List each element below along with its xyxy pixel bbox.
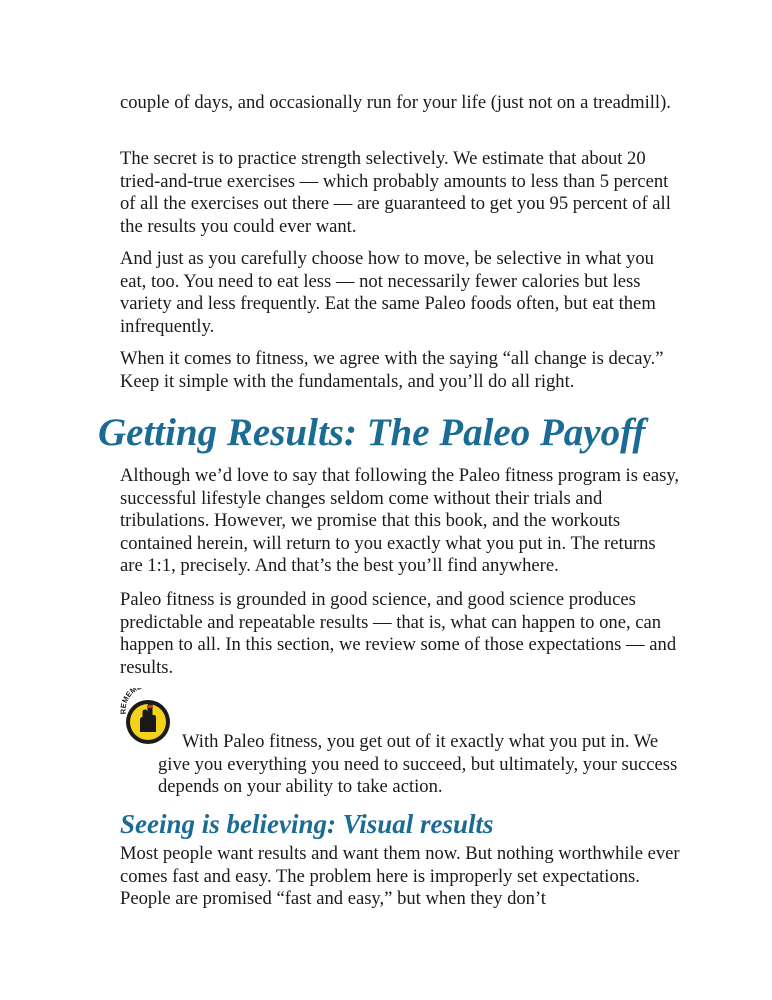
paragraph-strength: The secret is to practice strength selectively. We estimate that about 20 tried-and-true exercises — which probably amounts to less than 5 percent of all the exercises out there — are guaranteed to get you 95 percent of all the results you could ever want. [120,148,671,237]
subsection-heading: Seeing is believing: Visual results [120,809,494,839]
remember-note [158,731,678,799]
paragraph-expectations: Most people want results and want them now. But nothing worthwhile ever comes fast and easy. The problem here is improperly set expectations. People are promised “fast and easy,” but when they don’t [120,843,680,910]
remember-note-text: With Paleo fitness, you get out of it exactly what you put in. We give you everything you need to succeed, but ultimately, your success depends on your ability to take action. [158,731,678,798]
paragraph-fundamentals: When it comes to fitness, we agree with the saying “all change is decay.” Keep it simple with the fundamentals, and you’ll do all right. [120,348,664,392]
paragraph-intro: Although we’d love to say that following the Paleo fitness program is easy, successful lifestyle changes seldom come without their trials and tribulations. However, we promise that this book, and the workouts contained herein, will return to you exactly what you put in. The returns are 1:1, precisely. And that’s the best you’ll find anywhere. [120,465,680,577]
paragraph-diet: And just as you carefully choose how to move, be selective in what you eat, too. You need to eat less — not necessarily fewer calories but less variety and less frequently. Eat the same Paleo foods often, but eat them infrequently. [120,248,656,337]
paragraph-science: Paleo fitness is grounded in good science, and good science produces predictable and repeatable results — that is, what can happen to one, can happen to all. In this section, we review some of those expectations — and results. [120,589,677,678]
paragraph-continuation: couple of days, and occasionally run for your life (just not on a treadmill). [120,92,671,113]
svg-text:REMEMBER: REMEM [118,688,139,715]
section-heading: Getting Results: The Paleo Payoff [98,411,646,454]
